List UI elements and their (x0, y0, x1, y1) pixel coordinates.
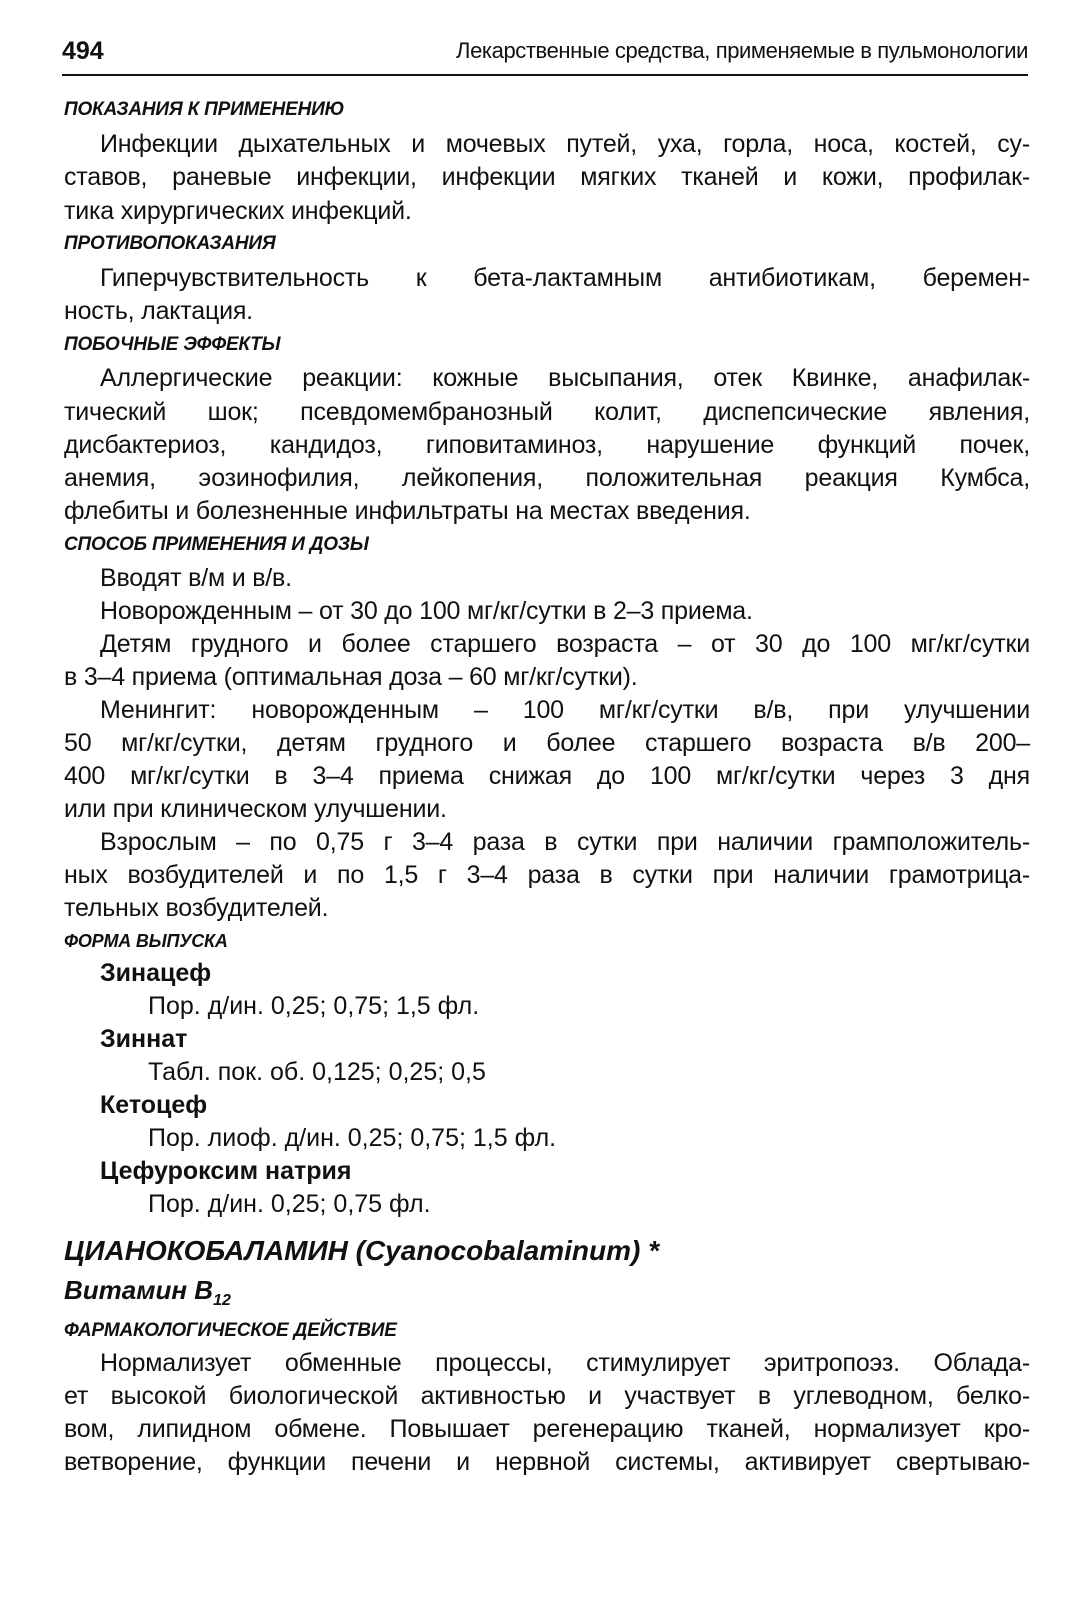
dosage-line: Менингит: новорожденным – 100 мг/кг/сутки в/в, при улучшении (100, 696, 1030, 724)
release-form-detail: Пор. д/ин. 0,25; 0,75 фл. (148, 1190, 431, 1218)
side-effects-line: анемия, эозинофилия, лейкопения, положительная реакция Кумбса, (64, 464, 1030, 492)
dosage-line: Вводят в/м и в/в. (100, 564, 292, 592)
side-effects-line: дисбактериоз, кандидоз, гиповитаминоз, нарушение функций почек, (64, 431, 1030, 459)
pharmacology-line: ет высокой биологической активностью и участвует в углеводном, белко- (64, 1382, 1030, 1410)
brand-name: Цефуроксим натрия (100, 1157, 352, 1185)
pharmacology-heading: ФАРМАКОЛОГИЧЕСКОЕ ДЕЙСТВИЕ (64, 1320, 397, 1341)
contraindications-line: ность, лактация. (64, 297, 253, 325)
dosage-line: или при клиническом улучшении. (64, 795, 447, 823)
drug-subtitle-subscript: 12 (213, 1292, 231, 1309)
dosage-line: Взрослым – по 0,75 г 3–4 раза в сутки при наличии грамположитель- (100, 828, 1030, 856)
brand-name: Зинацеф (100, 959, 212, 987)
dosage-heading: СПОСОБ ПРИМЕНЕНИЯ И ДОЗЫ (64, 534, 369, 555)
release-form-detail: Табл. пок. об. 0,125; 0,25; 0,5 (148, 1058, 486, 1086)
pharmacology-line: ветворение, функции печени и нервной системы, активирует свертываю- (64, 1448, 1030, 1476)
brand-name: Кетоцеф (100, 1091, 208, 1119)
dosage-line: Детям грудного и более старшего возраста – от 30 до 100 мг/кг/сутки (100, 630, 1030, 658)
side-effects-line: Аллергические реакции: кожные высыпания, отек Квинке, анафилак- (100, 364, 1030, 392)
pharmacology-line: вом, липидном обмене. Повышает регенерацию тканей, нормализует кро- (64, 1415, 1030, 1443)
dosage-line: 50 мг/кг/сутки, детям грудного и более старшего возраста в/в 200– (64, 729, 1030, 757)
drug-title: ЦИАНОКОБАЛАМИН (Cyanocobalaminum) * (64, 1235, 660, 1266)
dosage-line: тельных возбудителей. (64, 894, 329, 922)
side-effects-line: флебиты и болезненные инфильтраты на местах введения. (64, 497, 751, 525)
drug-subtitle (64, 1273, 231, 1318)
drug-subtitle-text: Витамин B (64, 1275, 214, 1305)
running-title: Лекарственные средства, применяемые в пульмонологии (456, 38, 1028, 63)
page-number: 494 (62, 37, 104, 65)
release-form-detail: Пор. лиоф. д/ин. 0,25; 0,75; 1,5 фл. (148, 1124, 557, 1152)
side-effects-heading: ПОБОЧНЫЕ ЭФФЕКТЫ (64, 334, 281, 355)
dosage-line: ных возбудителей и по 1,5 г 3–4 раза в сутки при наличии грамотрица- (64, 861, 1030, 889)
dosage-line: в 3–4 приема (оптимальная доза – 60 мг/кг/сутки). (64, 663, 638, 691)
dosage-line: Новорожденным – от 30 до 100 мг/кг/сутки в 2–3 приема. (100, 597, 753, 625)
contraindications-heading: ПРОТИВОПОКАЗАНИЯ (64, 233, 276, 254)
indications-heading: ПОКАЗАНИЯ К ПРИМЕНЕНИЮ (64, 99, 345, 120)
indications-line: Инфекции дыхательных и мочевых путей, уха, горла, носа, костей, су- (100, 130, 1030, 158)
contraindications-line: Гиперчувствительность к бета-лактамным антибиотикам, беремен- (100, 264, 1030, 292)
pharmacology-line: Нормализует обменные процессы, стимулирует эритропоэз. Облада- (100, 1349, 1030, 1377)
brand-name: Зиннат (100, 1025, 188, 1053)
release-form-heading: ФОРМА ВЫПУСКА (64, 931, 228, 951)
page-header (62, 34, 1028, 76)
indications-line: тика хирургических инфекций. (64, 197, 412, 225)
dosage-line: 400 мг/кг/сутки в 3–4 приема снижая до 100 мг/кг/сутки через 3 дня (64, 762, 1030, 790)
side-effects-line: тический шок; псевдомембранозный колит, диспепсические явления, (64, 398, 1030, 426)
indications-line: ставов, раневые инфекции, инфекции мягких тканей и кожи, профилак- (64, 163, 1030, 191)
release-form-detail: Пор. д/ин. 0,25; 0,75; 1,5 фл. (148, 992, 480, 1020)
